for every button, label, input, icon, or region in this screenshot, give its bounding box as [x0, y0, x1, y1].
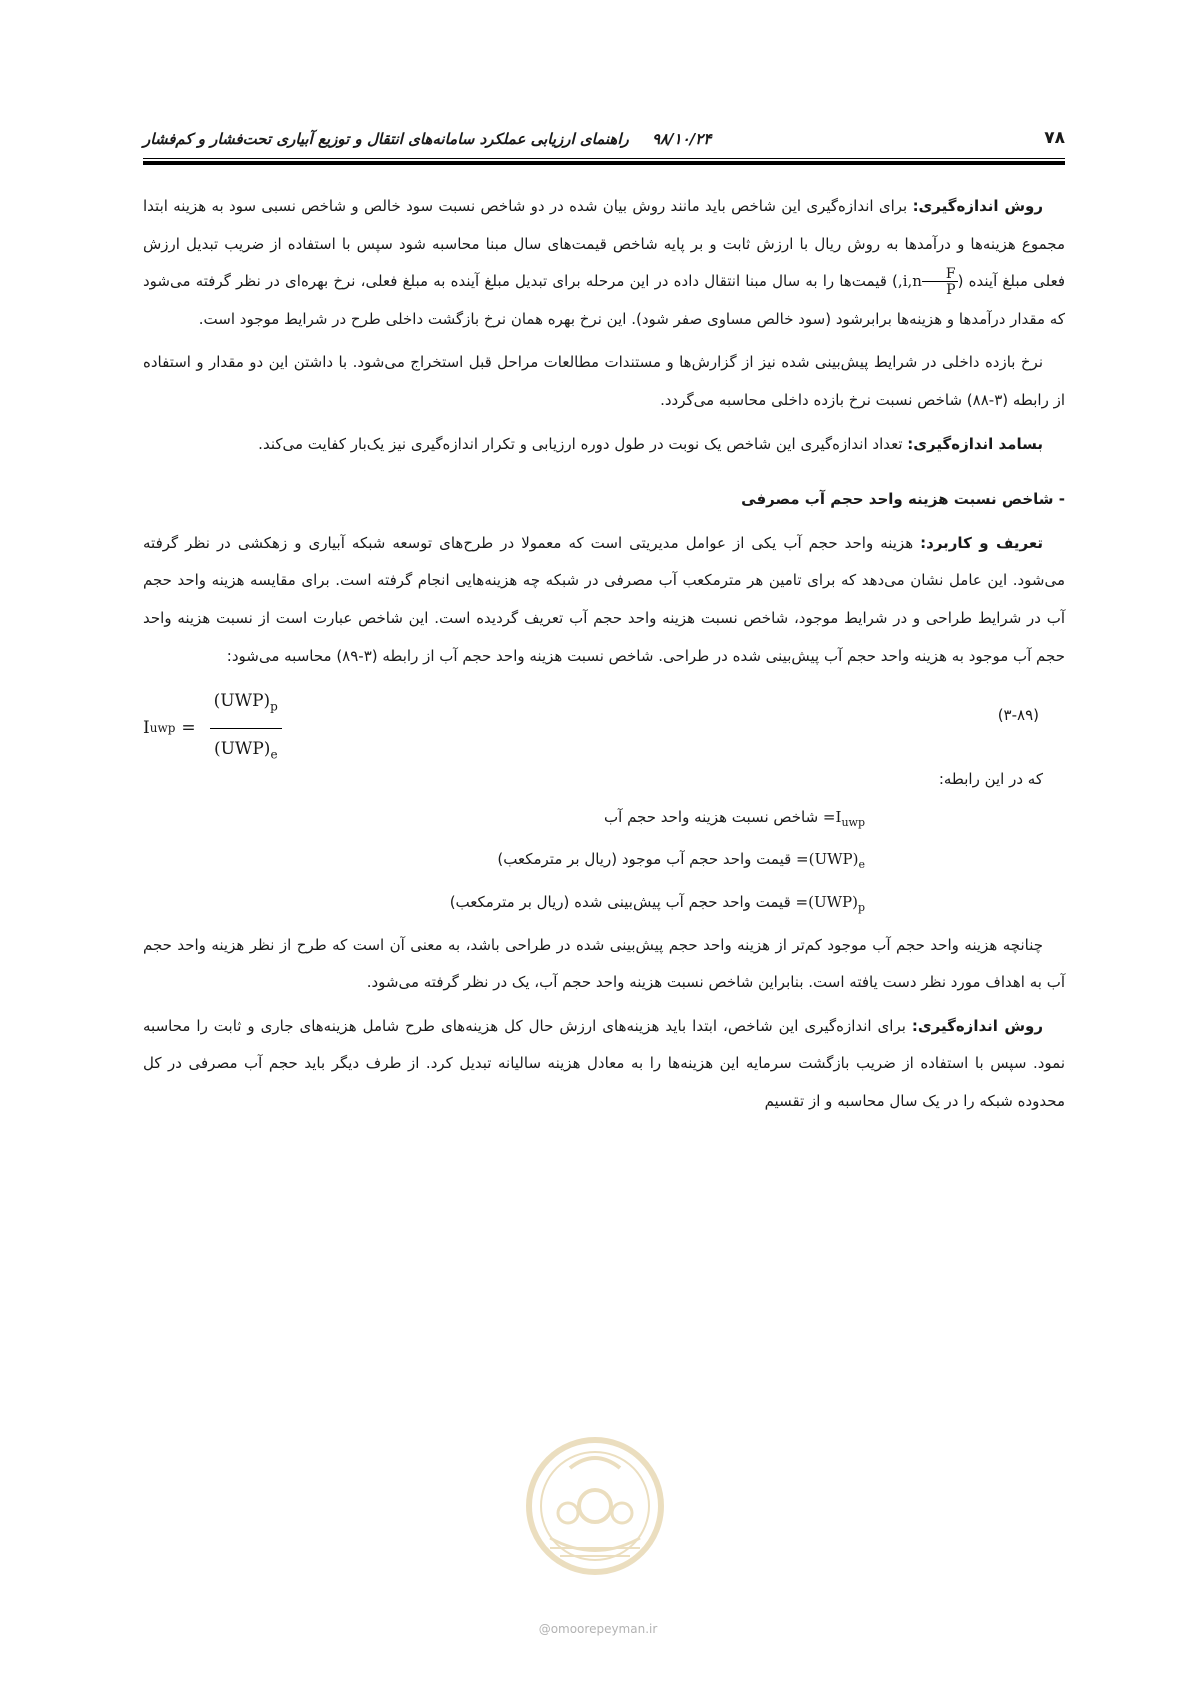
fraction-f-over-p: $\frac{F}{P}$	[922, 267, 958, 297]
where-line: که در این رابطه:	[938, 770, 1043, 789]
page-number: ۷۸	[1044, 128, 1065, 148]
header-title: راهنمای ارزیابی عملکرد سامانه‌های انتقال و توزیع آبیاری تحت‌فشار و کم‌فشار	[143, 130, 629, 148]
definition-item: $I_{uwp}=$ شاخص نسبت هزینه واحد حجم آب	[604, 807, 865, 829]
equation-fraction: $(UWP)_p$ $(UWP)_e$	[210, 683, 282, 774]
paragraph-definition: تعریف و کاربرد: هزینه واحد حجم آب یکی از عوامل مدیریتی است که معمولا در طرح‌های توسعه شبکه آبیاری و زهکشی در نظر گرفته می‌شود. این عامل نشان می‌دهد که برای تامین هر مترمکعب آب مصرفی در شبکه چه هزینه‌هایی انجام گرفته است. برای مقایسه هزینه واحد حجم آب در شرایط طراحی و در شرایط موجود، شاخص نسبت هزینه واحد حجم آب تعریف گردیده است. این شاخص عبارت است از نسبت هزینه واحد حجم آب موجود به هزینه واحد حجم آب پیش‌بینی شده در طراحی. شاخص نسبت هزینه واحد حجم آب از رابطه (۳-۸۹) محاسبه می‌شود:	[143, 533, 1065, 665]
header-date: ۹۸/۱۰/۲۴	[651, 130, 712, 148]
watermark-seal-icon	[510, 1428, 680, 1578]
running-header	[143, 128, 1065, 154]
paragraph-lead: بسامد اندازه‌گیری:	[907, 434, 1043, 453]
section-heading: - شاخص نسبت هزینه واحد حجم آب مصرفی	[741, 490, 1065, 509]
header-rule-thin	[143, 158, 1065, 159]
paragraph-irr: نرخ بازده داخلی در شرایط پیش‌بینی شده نیز از گزارش‌ها و مستندات مطالعات مراحل قبل استخراج می‌شود. با داشتن این دو مقدار و استفاده از رابطه (۳-۸۸) شاخص نسبت نرخ بازده داخلی محاسبه می‌گردد.	[143, 353, 1065, 409]
paragraph-frequency: بسامد اندازه‌گیری: تعداد اندازه‌گیری این شاخص یک نوبت در طول دوره ارزیابی و تکرار اندازه‌گیری نیز یک‌بار کفایت می‌کند.	[258, 434, 1043, 453]
header-title-line	[143, 130, 711, 148]
paragraph-interpretation: چنانچه هزینه واحد حجم آب موجود کم‌تر از هزینه واحد حجم پیش‌بینی شده در طراحی باشد، به معنی آن است که طرح از نظر هزینه واحد حجم آب به اهداف مورد نظر دست یافته است. بنابراین شاخص نسبت هزینه واحد حجم آب، یک در نظر گرفته می‌شود.	[143, 935, 1065, 992]
paragraph-method-1: روش اندازه‌گیری: برای اندازه‌گیری این شاخص باید مانند روش بیان شده در دو شاخص نسبت سود خالص و شاخص نسبی سود به هزینه ابتدا مجموع هزینه‌ها و درآمدها به روش ریال با ارزش ثابت و بر پایه شاخص قیمت‌های سال مبنا محاسبه شود سپس با استفاده از ضریب تبدیل ارزش فعلی مبلغ آینده ( $\frac{F}{P}$ ,i,n) قیمت‌ها را به سال مبنا انتقال داده در این مرحله برای تبدیل مبلغ آینده به مبلغ فعلی، نرخ بهره‌ای در نظر گرفته می‌شود که مقدار درآمدها و هزینه‌ها برابرشود (سود خالص مساوی صفر شود). این نرخ بهره همان نرخ بازگشت داخلی طرح در شرایط موجود است.	[143, 197, 1065, 328]
equation-3-89	[143, 675, 1065, 761]
paragraph-lead: تعریف و کاربرد:	[920, 533, 1043, 552]
watermark-url: @omoorepeyman.ir	[538, 1622, 658, 1636]
paragraph-lead: روش اندازه‌گیری:	[911, 1016, 1043, 1035]
header-rule-thick	[143, 161, 1065, 165]
symbol-definitions	[143, 799, 1065, 927]
paragraph-lead: روش اندازه‌گیری:	[912, 197, 1043, 215]
equation-formula: I uwp = $(UWP)_p$ $(UWP)_e$	[143, 683, 282, 774]
paragraph-method-2: روش اندازه‌گیری: برای اندازه‌گیری این شاخص، ابتدا باید هزینه‌های ارزش حال کل هزینه‌های طرح شامل هزینه‌های جاری و ثابت را محاسبه نمود. سپس با استفاده از ضریب بازگشت سرمایه این هزینه‌ها را به معادل هزینه سالیانه تبدیل کرد. از طرف دیگر باید حجم آب مصرفی در کل محدوده شبکه را در یک سال محاسبه و از تقسیم	[143, 1016, 1065, 1110]
definition-item: $(UWP)_e=$ قیمت واحد حجم آب موجود (ریال بر مترمکعب)	[497, 850, 865, 872]
equation-number: (۳-۸۹)	[997, 706, 1039, 725]
definition-item: $(UWP)_p=$ قیمت واحد حجم آب پیش‌بینی شده (ریال بر مترمکعب)	[449, 892, 865, 914]
body-text	[143, 188, 1065, 1120]
